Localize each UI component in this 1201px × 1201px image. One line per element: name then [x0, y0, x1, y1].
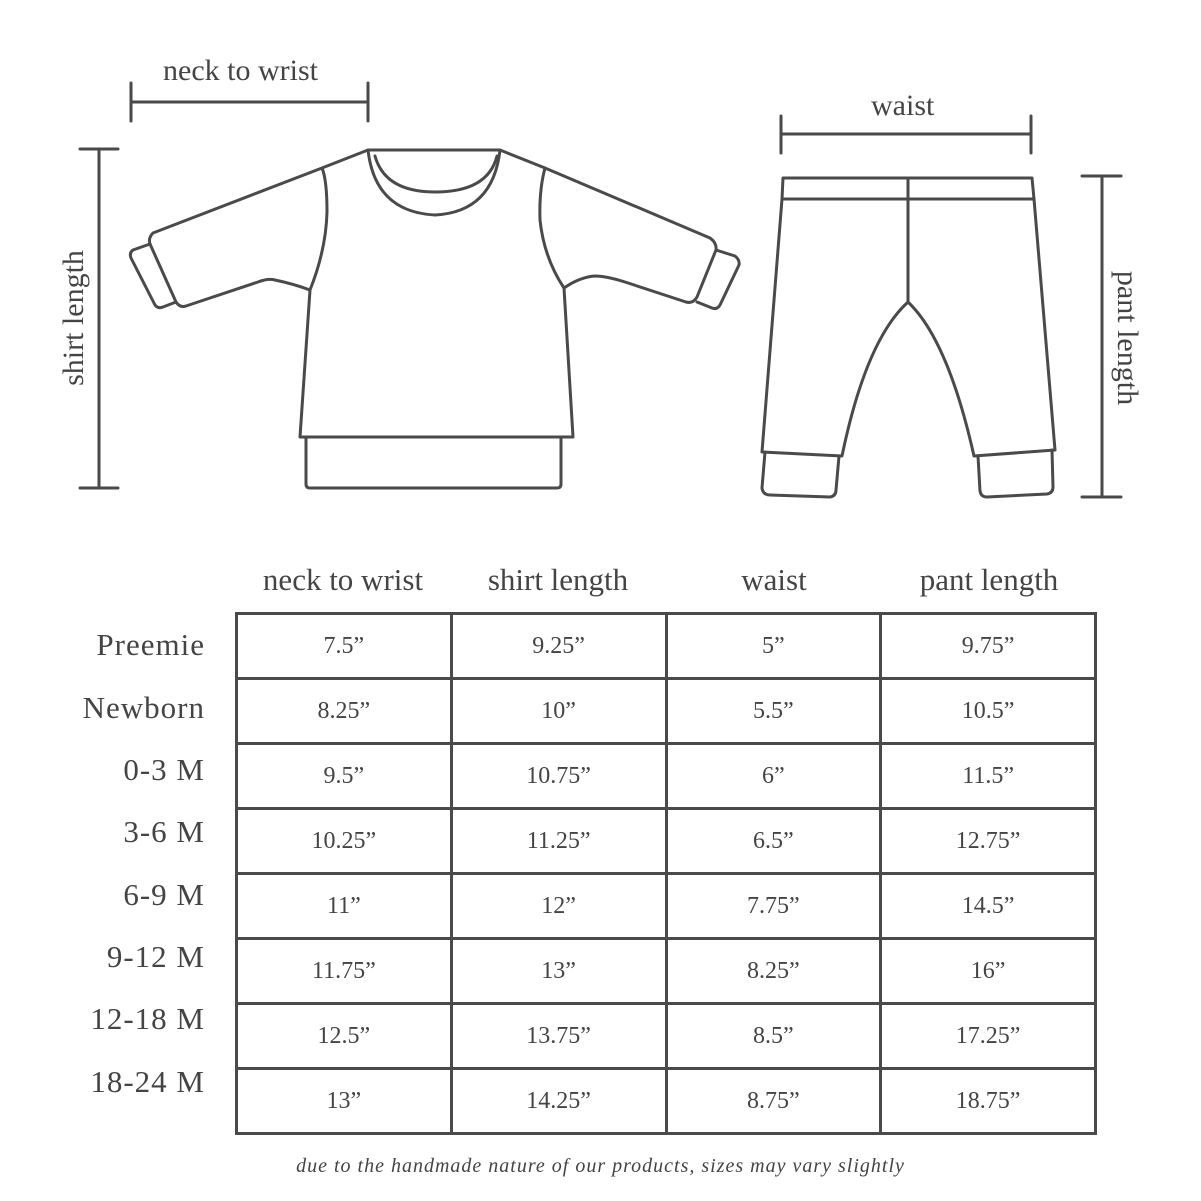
table-cell: 11.5”	[881, 744, 1096, 809]
pant-length-label: pant length	[1111, 270, 1144, 406]
table-cell: 13.75”	[451, 1004, 666, 1069]
table-cell: 9.5”	[237, 744, 452, 809]
table-cell: 8.25”	[666, 939, 881, 1004]
table-cell: 17.25”	[881, 1004, 1096, 1069]
row-header-preemie: Preemie	[96, 627, 205, 662]
neck-to-wrist-label: neck to wrist	[163, 54, 318, 87]
table-row	[237, 809, 1096, 874]
column-header-waist: waist	[741, 562, 807, 597]
table-row	[237, 939, 1096, 1004]
table-row	[237, 614, 1096, 679]
table-cell: 5.5”	[666, 679, 881, 744]
table-cell: 10”	[451, 679, 666, 744]
table-cell: 8.25”	[237, 679, 452, 744]
table-cell: 10.5”	[881, 679, 1096, 744]
row-header-6-9m: 6-9 M	[123, 877, 205, 912]
column-header-shirt-length: shirt length	[487, 562, 629, 597]
row-header-newborn: Newborn	[82, 690, 205, 725]
table-cell: 8.5”	[666, 1004, 881, 1069]
table-cell: 7.5”	[237, 614, 452, 679]
neck-to-wrist-dimension-line	[131, 83, 368, 121]
shirt-icon	[130, 150, 739, 488]
table-cell: 7.75”	[666, 874, 881, 939]
pants-icon	[762, 178, 1055, 497]
table-cell: 9.75”	[881, 614, 1096, 679]
table-cell: 11.75”	[237, 939, 452, 1004]
column-header-pant-length: pant length	[919, 562, 1059, 597]
table-cell: 12.75”	[881, 809, 1096, 874]
table-row	[237, 744, 1096, 809]
row-header-12-18m: 12-18 M	[90, 1001, 205, 1036]
table-cell: 10.75”	[451, 744, 666, 809]
table-cell: 8.75”	[666, 1069, 881, 1134]
shirt-length-label: shirt length	[57, 250, 90, 386]
table-cell: 10.25”	[237, 809, 452, 874]
table-cell: 14.5”	[881, 874, 1096, 939]
row-header-9-12m: 9-12 M	[106, 939, 205, 974]
table-cell: 5”	[666, 614, 881, 679]
table-cell: 11”	[237, 874, 452, 939]
table-cell: 6.5”	[666, 809, 881, 874]
table-cell: 13”	[451, 939, 666, 1004]
table-cell: 16”	[881, 939, 1096, 1004]
table-cell: 18.75”	[881, 1069, 1096, 1134]
table-row	[237, 874, 1096, 939]
column-header-neck-to-wrist: neck to wrist	[262, 562, 424, 597]
table-cell: 11.25”	[451, 809, 666, 874]
row-header-3-6m: 3-6 M	[123, 814, 205, 849]
table-cell: 14.25”	[451, 1069, 666, 1134]
size-chart-table	[235, 612, 1097, 1135]
table-cell: 9.25”	[451, 614, 666, 679]
footnote: due to the handmade nature of our products, sizes may vary slightly	[296, 1155, 905, 1177]
row-header-0-3m: 0-3 M	[123, 752, 205, 787]
table-row	[237, 1069, 1096, 1134]
table-cell: 12”	[451, 874, 666, 939]
waist-label: waist	[871, 89, 935, 122]
table-row	[237, 679, 1096, 744]
table-cell: 13”	[237, 1069, 452, 1134]
table-cell: 6”	[666, 744, 881, 809]
table-row	[237, 1004, 1096, 1069]
table-cell: 12.5”	[237, 1004, 452, 1069]
row-header-18-24m: 18-24 M	[90, 1064, 205, 1099]
